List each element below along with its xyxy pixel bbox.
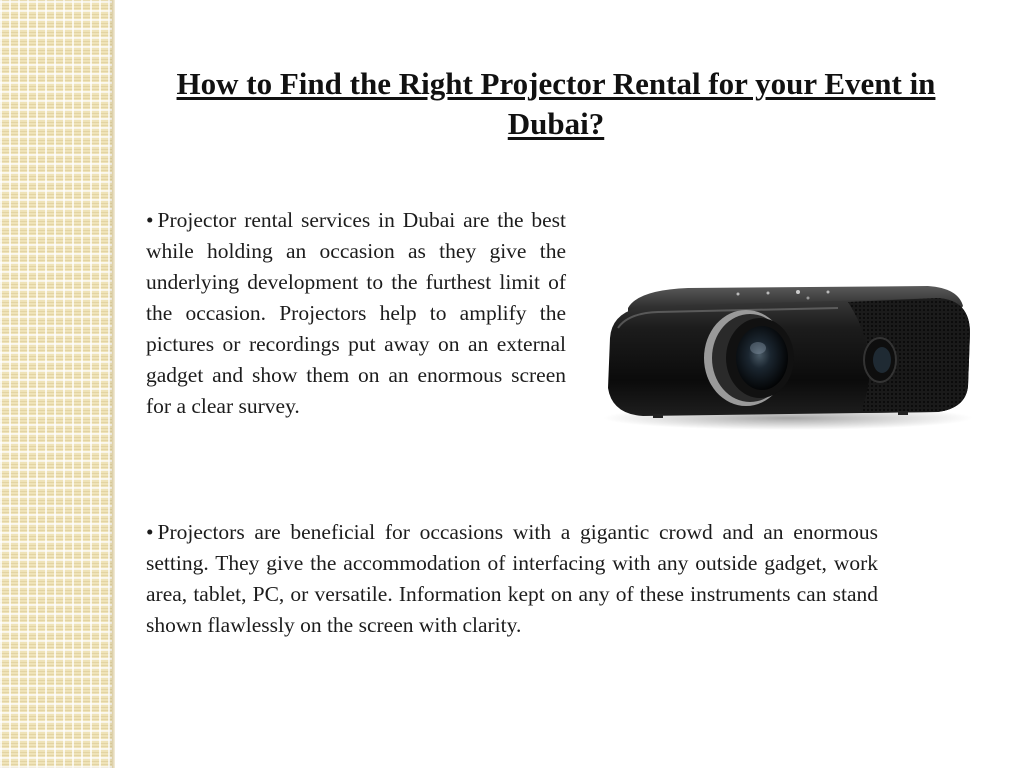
- decorative-sidebar-pattern: [0, 0, 112, 768]
- bullet-paragraph-1: [146, 205, 566, 422]
- projector-image: [598, 268, 978, 443]
- bullet-marker: •: [146, 208, 154, 232]
- bullet-paragraph-2: [146, 517, 878, 641]
- bullet-text-1: Projector rental services in Dubai are the best while holding an occasion as they give the underlying development to the furthest limit of the occasion. Projectors help to amplify the pictures or recordings put away on an external gadget and show them on an enormous screen for a clear survey.: [146, 208, 566, 418]
- bullet-marker: •: [146, 520, 154, 544]
- page-title: How to Find the Right Projector Rental for your Event in Dubai?: [176, 66, 936, 141]
- sidebar-edge: [112, 0, 115, 768]
- bullet-text-2: Projectors are beneficial for occasions with a gigantic crowd and an enormous setting. They give the accommodation of interfacing with any outside gadget, work area, tablet, PC, or versatile. Information kept on any of these instruments can stand shown flawlessly on the screen with clarity.: [146, 520, 878, 637]
